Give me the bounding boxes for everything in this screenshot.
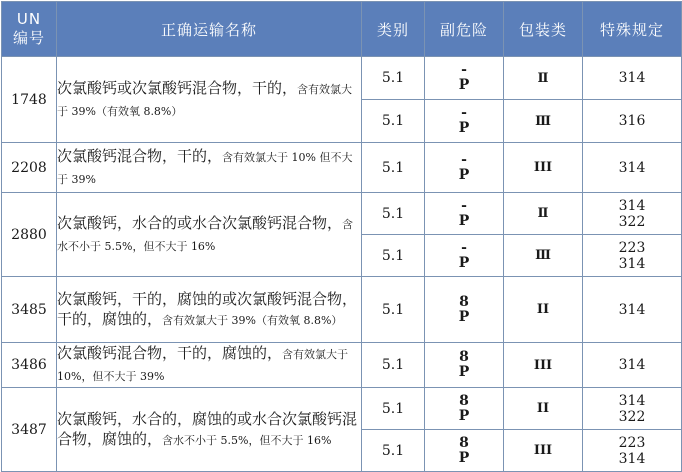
subsidiary-risk-cell: - P	[425, 193, 504, 235]
header-class: 类别	[362, 2, 425, 57]
subsidiary-risk-cell: 8 P	[425, 343, 504, 388]
subsidiary-risk-cell: 8 P	[425, 277, 504, 343]
shipping-name: 次氯酸钙或次氯酸钙混合物，干的，含有效氯大于 39%（有效氧 8.8%）	[57, 57, 362, 143]
header-un-number: UN 编号	[2, 2, 57, 57]
header-subsidiary-risk: 副危险	[425, 2, 504, 57]
un-number: 1748	[2, 57, 57, 143]
subsidiary-risk-cell: 8 P	[425, 388, 504, 430]
special-provisions-cell: 314	[583, 277, 682, 343]
table-row	[2, 143, 682, 193]
packing-group-cell: III	[504, 430, 583, 472]
packing-group-cell: III	[504, 143, 583, 193]
class-cell: 5.1	[362, 343, 425, 388]
special-provisions-cell: 314	[583, 343, 682, 388]
class-cell: 5.1	[362, 277, 425, 343]
shipping-name: 次氯酸钙，水合的，腐蚀的或水合次氯酸钙混合物，腐蚀的，含水不小于 5.5%，但不大于 16%	[57, 388, 362, 472]
special-provisions-cell: 223 314	[583, 430, 682, 472]
un-number: 2880	[2, 193, 57, 277]
shipping-name: 次氯酸钙，水合的或水合次氯酸钙混合物，含水不小于 5.5%，但不大于 16%	[57, 193, 362, 277]
class-cell: 5.1	[362, 57, 425, 100]
subsidiary-risk-cell: - P	[425, 57, 504, 100]
class-cell: 5.1	[362, 193, 425, 235]
packing-group-cell: II	[504, 388, 583, 430]
table-row	[2, 343, 682, 388]
subsidiary-risk-cell: - P	[425, 143, 504, 193]
special-provisions-cell: 314	[583, 143, 682, 193]
class-cell: 5.1	[362, 143, 425, 193]
shipping-name: 次氯酸钙混合物，干的，腐蚀的，含有效氯大于 10%，但不大于 39%	[57, 343, 362, 388]
special-provisions-cell: 314	[583, 57, 682, 100]
table-row	[2, 193, 682, 235]
header-packing-group: 包装类	[504, 2, 583, 57]
special-provisions-cell: 314 322	[583, 388, 682, 430]
shipping-name: 次氯酸钙混合物，干的，含有效氯大于 10% 但不大于 39%	[57, 143, 362, 193]
shipping-name: 次氯酸钙，干的，腐蚀的或次氯酸钙混合物，干的，腐蚀的，含有效氯大于 39%（有效氧 8.8%）	[57, 277, 362, 343]
un-number: 2208	[2, 143, 57, 193]
un-number: 3486	[2, 343, 57, 388]
special-provisions-cell: 314 322	[583, 193, 682, 235]
table-row	[2, 388, 682, 430]
un-number: 3487	[2, 388, 57, 472]
header-shipping-name: 正确运输名称	[57, 2, 362, 57]
special-provisions-cell: 316	[583, 100, 682, 143]
table-row	[2, 277, 682, 343]
packing-group-cell: II	[504, 277, 583, 343]
class-cell: 5.1	[362, 388, 425, 430]
header-special-provisions: 特殊规定	[583, 2, 682, 57]
special-provisions-cell: 223 314	[583, 235, 682, 277]
subsidiary-risk-cell: 8 P	[425, 430, 504, 472]
class-cell: 5.1	[362, 235, 425, 277]
hazmat-table	[1, 1, 682, 472]
packing-group-cell: Ⅱ	[504, 193, 583, 235]
packing-group-cell: Ⅱ	[504, 57, 583, 100]
table-row	[2, 57, 682, 100]
class-cell: 5.1	[362, 100, 425, 143]
packing-group-cell: Ⅲ	[504, 100, 583, 143]
packing-group-cell: Ⅲ	[504, 235, 583, 277]
packing-group-cell: III	[504, 343, 583, 388]
class-cell: 5.1	[362, 430, 425, 472]
subsidiary-risk-cell: - P	[425, 235, 504, 277]
un-number: 3485	[2, 277, 57, 343]
subsidiary-risk-cell: - P	[425, 100, 504, 143]
header-row	[2, 2, 682, 57]
